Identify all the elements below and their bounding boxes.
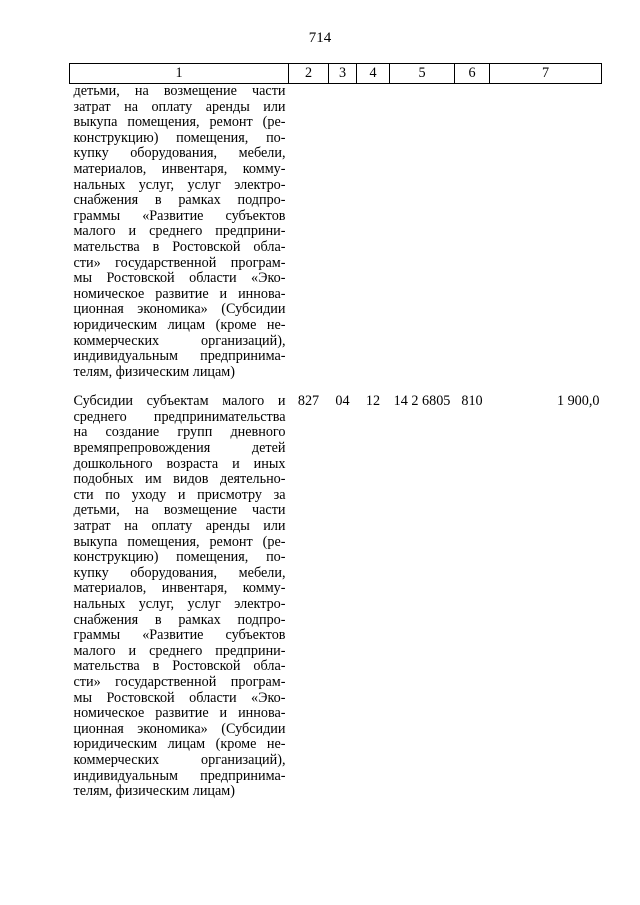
description-line: снабжения в рамках подпро- (73, 192, 286, 209)
description-line: граммы «Развитие субъектов (73, 207, 286, 224)
description-line: коммерческих организаций), (73, 751, 286, 768)
description-line: малого и среднего предприни- (73, 223, 286, 240)
description-line: сти» государственной програм- (73, 673, 286, 690)
spacer-cell (70, 380, 602, 394)
description-line: материалов, инвентаря, комму- (73, 580, 286, 597)
description-line: детьми, на возмещение части (73, 502, 286, 519)
description-line: на создание групп дневного (73, 424, 286, 441)
column-header-7: 7 (490, 64, 602, 84)
description-line: малого и среднего предприни- (73, 642, 286, 659)
description-line: выкупа помещения, ремонт (ре- (73, 114, 286, 131)
description-line: телям, физическим лицам) (73, 363, 236, 380)
description-line: мы Ростовской области «Эко- (73, 270, 286, 287)
description-line: выкупа помещения, ремонт (ре- (73, 533, 286, 550)
ministry-code-cell: 827 (297, 393, 320, 410)
column-header-1: 1 (70, 64, 289, 84)
description-line: номическое развитие и иннова- (73, 285, 286, 302)
budget-table (69, 63, 602, 800)
description-line: детьми, на возмещение части (73, 83, 286, 99)
description-line: нальных услуг, услуг электро- (73, 596, 286, 612)
subsection-code-cell: 12 (365, 393, 381, 410)
expense-type-cell: 810 (461, 393, 483, 410)
row-spacer (70, 380, 602, 394)
amount-cell: 1 900,0 (556, 393, 600, 410)
description-line: купку оборудования, мебели, (73, 564, 286, 581)
description-line: ционная экономика» (Субсидии (73, 301, 286, 318)
description-line: времяпрепровождения детей (73, 440, 286, 457)
description-line: конструкцию) помещения, по- (73, 549, 286, 566)
empty-cell (329, 84, 357, 381)
column-header-4: 4 (357, 64, 390, 84)
description-line: сти» государственной програм- (73, 254, 286, 271)
description-line: снабжения в рамках подпро- (73, 611, 286, 628)
description-line: мательства в Ростовской обла- (73, 658, 286, 675)
empty-cell (357, 84, 390, 381)
table-header-row (70, 64, 602, 84)
empty-cell (390, 84, 455, 381)
column-header-2: 2 (289, 64, 329, 84)
row-description-cell (70, 394, 289, 799)
section-code-cell: 04 (335, 393, 350, 410)
description-line: конструкцию) помещения, по- (73, 129, 286, 146)
description-line: подобных им видов деятельно- (73, 471, 286, 488)
column-header-6: 6 (455, 64, 490, 84)
description-line: нальных услуг, услуг электро- (73, 176, 286, 193)
description-line: среднего предпринимательства (73, 408, 286, 425)
description-line: юридическим лицам (кроме не- (73, 736, 286, 753)
column-header-5: 5 (390, 64, 455, 84)
empty-cell (490, 84, 602, 381)
description-line: номическое развитие и иннова- (73, 705, 286, 722)
description-line: юридическим лицам (кроме не- (73, 316, 286, 333)
description-line: затрат на оплату аренды или (73, 98, 286, 115)
description-line: телям, физическим лицам) (73, 783, 236, 800)
description-line: мательства в Ростовской обла- (73, 238, 286, 255)
description-line: граммы «Развитие субъектов (73, 627, 286, 644)
description-line: дошкольного возраста и иных (73, 455, 286, 472)
description-line: купку оборудования, мебели, (73, 145, 286, 162)
description-line: коммерческих организаций), (73, 332, 286, 349)
description-line: ционная экономика» (Субсидии (73, 720, 286, 737)
description-line: индивидуальным предпринима- (73, 348, 286, 365)
description-line: материалов, инвентаря, комму- (73, 160, 286, 177)
description-line: мы Ростовской области «Эко- (73, 689, 286, 706)
description-line: сти по уходу и присмотру за (73, 486, 286, 503)
empty-cell (455, 84, 490, 381)
column-header-3: 3 (329, 64, 357, 84)
page-number: 714 (308, 30, 332, 46)
continuation-description-cell (70, 84, 289, 381)
empty-cell (289, 84, 329, 381)
target-article-cell: 14 2 6805 (393, 393, 451, 410)
table-row-continuation (70, 84, 602, 381)
description-line: затрат на оплату аренды или (73, 518, 286, 535)
description-line: Субсидии субъектам малого и (73, 393, 286, 410)
description-line: индивидуальным предпринима- (73, 767, 286, 784)
table-row (70, 394, 602, 799)
